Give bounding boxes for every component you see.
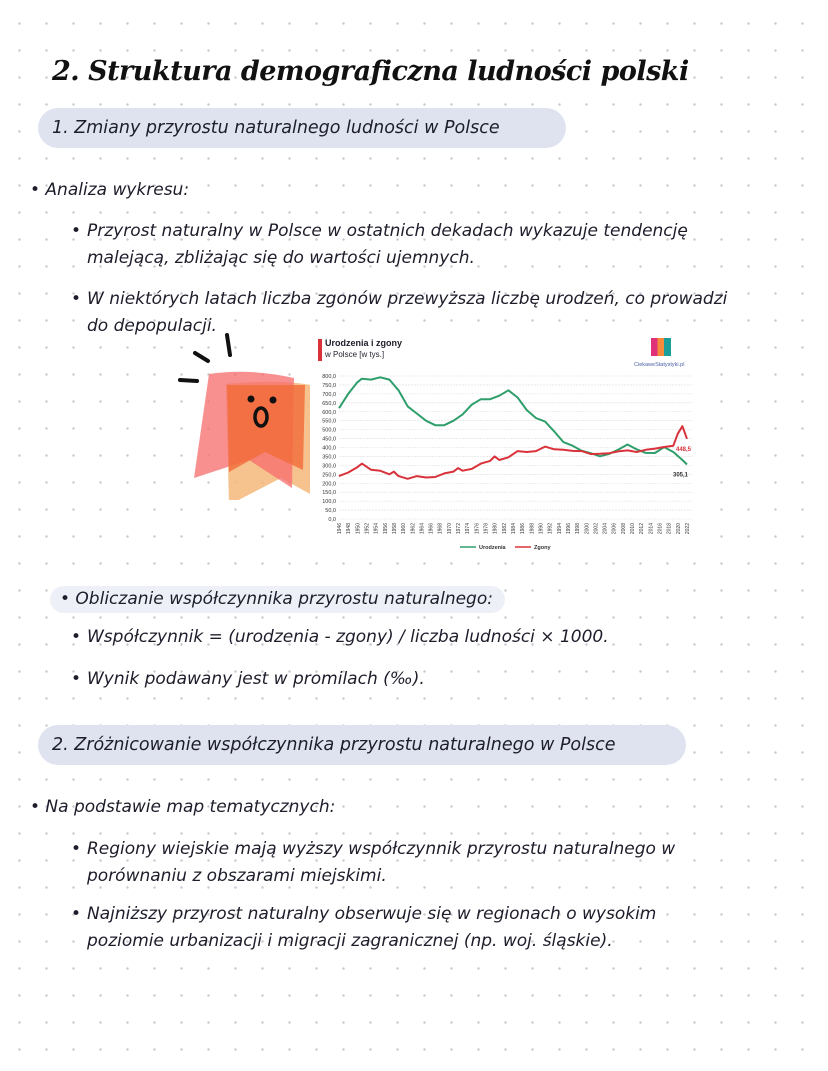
data-label: 448,5 bbox=[676, 446, 692, 453]
x-tick-label: 1974 bbox=[465, 523, 472, 535]
x-tick-label: 1990 bbox=[538, 523, 545, 535]
x-tick-label: 1978 bbox=[483, 523, 490, 535]
chart-title: Urodzenia i zgony bbox=[325, 338, 403, 348]
calc-label: • Obliczanie współczynnika przyrostu naturalnego: bbox=[50, 586, 505, 613]
x-tick-label: 1988 bbox=[529, 523, 536, 535]
y-tick-label: 800,0 bbox=[322, 374, 336, 380]
x-tick-label: 1948 bbox=[346, 523, 353, 535]
bullet-line: • Przyrost naturalny w Polsce w ostatnich dekadach wykazuje tendencję bbox=[87, 221, 688, 241]
chart-plot bbox=[310, 335, 710, 560]
y-tick-label: 250,0 bbox=[322, 472, 336, 479]
y-tick-label: 150,0 bbox=[322, 490, 336, 497]
x-tick-label: 2008 bbox=[620, 523, 627, 535]
x-tick-label: 1980 bbox=[492, 523, 499, 535]
x-tick-label: 2022 bbox=[685, 523, 691, 535]
x-tick-label: 1986 bbox=[520, 523, 527, 535]
x-tick-label: 1950 bbox=[355, 523, 362, 535]
series-line-zgony bbox=[339, 426, 687, 479]
x-tick-label: 1968 bbox=[437, 523, 444, 535]
x-tick-label: 1970 bbox=[446, 523, 453, 535]
y-tick-label: 450,0 bbox=[322, 436, 336, 443]
y-tick-label: 700,0 bbox=[322, 391, 336, 398]
x-tick-label: 2012 bbox=[639, 523, 646, 535]
x-tick-label: 2014 bbox=[648, 523, 655, 535]
x-tick-label: 2010 bbox=[630, 523, 637, 535]
x-tick-label: 1946 bbox=[337, 523, 343, 535]
x-tick-label: 1954 bbox=[373, 523, 380, 535]
x-tick-label: 1962 bbox=[410, 523, 417, 535]
legend-label: Zgony bbox=[534, 545, 551, 551]
x-tick-label: 1958 bbox=[391, 523, 398, 535]
x-tick-label: 2000 bbox=[584, 523, 591, 535]
bullet-text: • Współczynnik = (urodzenia - zgony) / liczba ludności × 1000. bbox=[87, 624, 609, 651]
legend-label: Urodzenia bbox=[479, 545, 506, 551]
x-tick-label: 1996 bbox=[565, 523, 572, 535]
y-tick-label: 500,0 bbox=[322, 427, 336, 434]
y-tick-label: 550,0 bbox=[322, 418, 336, 425]
source-logo-text: CiekaweStatystyki.pl bbox=[634, 362, 685, 368]
data-label: 305,1 bbox=[673, 472, 689, 479]
bullet-line: porównaniu z obszarami miejskimi. bbox=[87, 866, 387, 886]
x-tick-label: 1998 bbox=[575, 523, 582, 535]
x-tick-label: 2006 bbox=[611, 523, 618, 535]
x-tick-label: 2018 bbox=[666, 523, 673, 535]
x-tick-label: 2020 bbox=[675, 523, 682, 535]
surprised-bookmark-sticker bbox=[165, 330, 325, 500]
y-tick-label: 50,0 bbox=[325, 508, 336, 515]
x-tick-label: 2002 bbox=[593, 523, 600, 535]
x-tick-label: 1960 bbox=[401, 523, 408, 535]
x-tick-label: 1972 bbox=[456, 523, 463, 535]
section-heading-1: 1. Zmiany przyrostu naturalnego ludności w Polsce bbox=[38, 108, 566, 148]
section-heading-2: 2. Zróżnicowanie współczynnika przyrostu naturalnego w Polsce bbox=[38, 725, 686, 765]
x-tick-label: 2016 bbox=[657, 523, 664, 535]
bullet-line: malejącą, zbliżając się do wartości ujemnych. bbox=[87, 248, 475, 268]
bullet-line: • W niektórych latach liczba zgonów przewyższa liczbę urodzeń, co prowadzi bbox=[87, 289, 728, 309]
x-tick-label: 1956 bbox=[382, 523, 389, 535]
y-tick-label: 650,0 bbox=[322, 400, 336, 407]
bullet-line: do depopulacji. bbox=[87, 316, 217, 336]
x-tick-label: 1992 bbox=[547, 523, 554, 535]
x-tick-label: 1952 bbox=[364, 523, 371, 535]
x-tick-label: 1976 bbox=[474, 523, 481, 535]
births-deaths-chart bbox=[310, 335, 710, 560]
page-title: 2. Struktura demograficzna ludności polski bbox=[52, 56, 689, 87]
x-tick-label: 1964 bbox=[419, 523, 426, 535]
y-tick-label: 750,0 bbox=[322, 382, 336, 389]
maps-label: • Na podstawie map tematycznych: bbox=[30, 797, 336, 817]
bullet-text bbox=[87, 901, 656, 955]
bullet-line: • Regiony wiejskie mają wyższy współczynnik przyrostu naturalnego w bbox=[87, 839, 676, 859]
y-tick-label: 200,0 bbox=[322, 481, 336, 488]
x-tick-label: 2004 bbox=[602, 523, 609, 535]
bullet-text: • Wynik podawany jest w promilach (‰). bbox=[87, 666, 425, 693]
x-tick-label: 1966 bbox=[428, 523, 435, 535]
y-tick-label: 0,0 bbox=[328, 517, 336, 523]
chart-subtitle: w Polsce [w tys.] bbox=[325, 350, 385, 359]
y-tick-label: 600,0 bbox=[322, 409, 336, 416]
y-tick-label: 300,0 bbox=[322, 463, 336, 470]
y-tick-label: 400,0 bbox=[322, 445, 336, 452]
x-tick-label: 1984 bbox=[511, 523, 517, 535]
bullet-line: • Najniższy przyrost naturalny obserwuje się w regionach o wysokim bbox=[87, 904, 657, 924]
bullet-line: poziomie urbanizacji i migracji zagranicznej (np. woj. śląskie). bbox=[87, 931, 613, 951]
y-tick-label: 350,0 bbox=[322, 454, 336, 461]
x-tick-label: 1982 bbox=[501, 523, 508, 535]
x-tick-label: 1994 bbox=[556, 523, 563, 535]
bullet-text bbox=[87, 218, 688, 272]
y-tick-label: 100,0 bbox=[322, 499, 336, 506]
bullet-text bbox=[87, 836, 675, 890]
analysis-label: • Analiza wykresu: bbox=[30, 180, 190, 200]
